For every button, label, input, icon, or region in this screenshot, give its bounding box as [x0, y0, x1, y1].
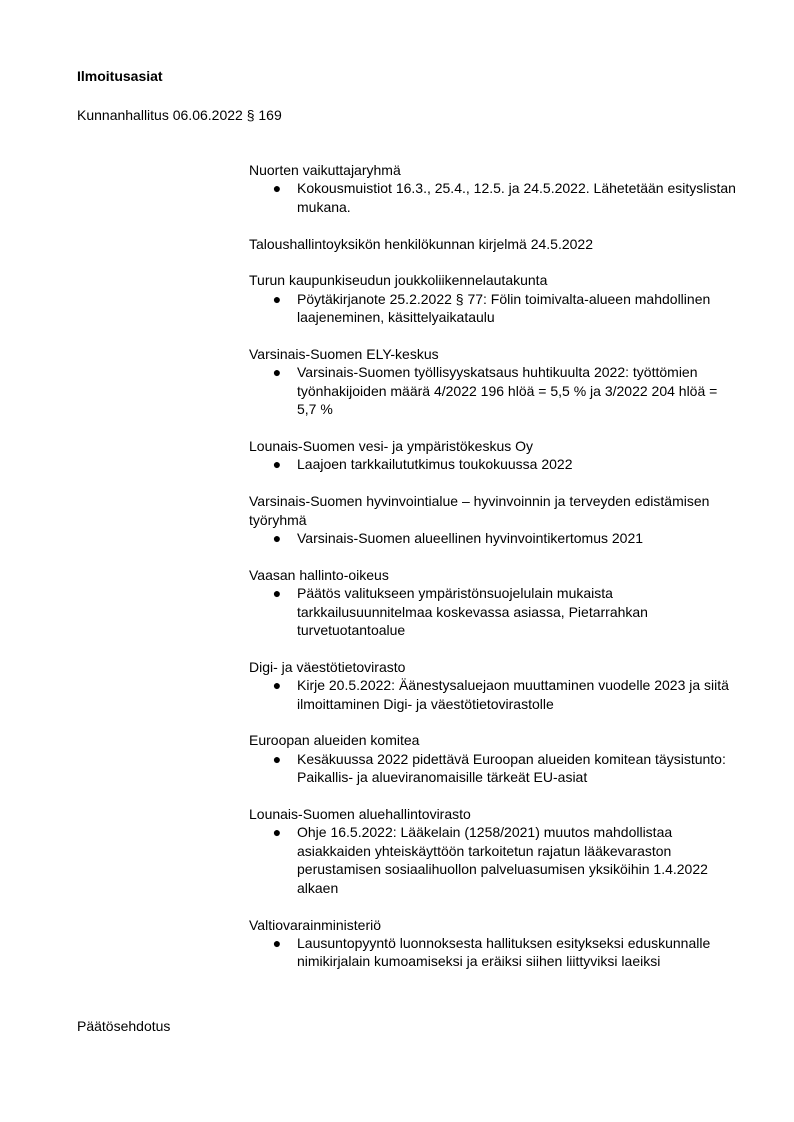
notice-sender: Varsinais-Suomen ELY-keskus [249, 346, 439, 363]
notice-sender: Lounais-Suomen vesi- ja ympäristökeskus Oy [249, 438, 534, 455]
meeting-reference: Kunnanhallitus 06.06.2022 § 169 [77, 107, 282, 123]
item-text: Lausuntopyyntö luonnoksesta hallituksen esitykseksi eduskunnalle nimikirjalain kumoamiseksi ja eräiksi siihen liittyviksi laeiksi [297, 934, 711, 970]
list-item [249, 750, 739, 787]
item-text: Varsinais-Suomen alueellinen hyvinvointikertomus 2021 [297, 530, 644, 547]
list-item [249, 584, 739, 639]
list-item [249, 455, 739, 473]
notice-items [249, 934, 739, 971]
notice-items [249, 363, 739, 418]
notice-list [249, 161, 739, 989]
item-text: Kokousmuistiot 16.3., 25.4., 12.5. ja 24.5.2022. Lähetetään esityslistan mukana. [297, 180, 736, 215]
notice-block [249, 566, 739, 640]
notice-sender: Turun kaupunkiseudun joukkoliikennelautakunta [249, 272, 548, 289]
list-item [249, 676, 739, 713]
notice-block [249, 161, 739, 216]
notice-sender: Nuorten vaikuttajaryhmä [249, 162, 401, 178]
bullet-icon: ● [272, 530, 282, 547]
item-text: Ohje 16.5.2022: Lääkelain (1258/2021) muutos mahdollistaa asiakkaiden yhteiskäyttöön tarkoitetun rajatun lääkevaraston perustamisen sosiaalihuollon palveluasumisen yksiköihin 1.4.2022 alkaen [297, 824, 708, 896]
bullet-icon: ● [272, 934, 282, 951]
notice-block [249, 731, 739, 786]
bullet-icon: ● [272, 824, 282, 841]
notice-items [249, 455, 739, 473]
list-item [249, 179, 739, 216]
notice-sender: Taloushallintoyksikön henkilökunnan kirjelmä 24.5.2022 [249, 235, 593, 252]
list-item [249, 290, 739, 327]
notice-block [249, 235, 739, 253]
notice-items [249, 584, 739, 639]
bullet-icon: ● [272, 180, 282, 197]
notice-sender: Valtiovarainministeriö [249, 916, 382, 933]
notice-block [249, 916, 739, 971]
notice-items [249, 750, 739, 787]
notice-block [249, 437, 739, 474]
notice-block [249, 271, 739, 326]
notice-sender: Digi- ja väestötietovirasto [249, 658, 406, 675]
list-item [249, 934, 739, 971]
list-item [249, 363, 739, 418]
item-text: Pöytäkirjanote 25.2.2022 § 77: Fölin toimivalta-alueen mahdollinen laajeneminen, käsittelyaikataulu [297, 290, 711, 326]
notice-block [249, 805, 739, 897]
bullet-icon: ● [272, 456, 282, 473]
item-text: Laajoen tarkkailututkimus toukokuussa 2022 [297, 456, 573, 473]
page-title: Ilmoitusasiat [77, 68, 163, 84]
bullet-icon: ● [272, 585, 282, 602]
notice-items [249, 529, 739, 547]
list-item [249, 529, 739, 547]
notice-sender: Vaasan hallinto-oikeus [249, 566, 389, 583]
bullet-icon: ● [272, 290, 282, 307]
notice-sender: Euroopan alueiden komitea [249, 732, 420, 749]
notice-items [249, 823, 739, 897]
notice-sender: Lounais-Suomen aluehallintovirasto [249, 806, 471, 823]
item-text: Kirje 20.5.2022: Äänestysaluejaon muuttaminen vuodelle 2023 ja siitä ilmoittaminen Digi- ja väestötietovirastolle [297, 677, 729, 712]
item-text: Varsinais-Suomen työllisyyskatsaus huhtikuulta 2022: työttömien työnhakijoiden määrä 4/2022 196 hlöä = 5,5 % ja 3/2022 204 hlöä = 5,7 % [297, 364, 718, 418]
bullet-icon: ● [272, 750, 282, 767]
bullet-icon: ● [272, 677, 282, 694]
item-text: Kesäkuussa 2022 pidettävä Euroopan alueiden komitean täysistunto: Paikallis- ja alueviranomaisille tärkeät EU-asiat [297, 750, 726, 786]
notice-block [249, 492, 739, 547]
notice-items [249, 179, 739, 216]
bullet-icon: ● [272, 364, 282, 381]
list-item [249, 823, 739, 897]
notice-items [249, 676, 739, 713]
notice-items [249, 290, 739, 327]
notice-block [249, 658, 739, 713]
decision-proposal-heading: Päätösehdotus [77, 1018, 171, 1034]
item-text: Päätös valitukseen ympäristönsuojelulain mukaista tarkkailusuunnitelmaa koskevassa asiassa, Pietarrahkan turvetuotantoalue [297, 585, 648, 639]
notice-sender: Varsinais-Suomen hyvinvointialue – hyvinvoinnin ja terveyden edistämisen työryhmä [249, 493, 710, 528]
notice-block [249, 345, 739, 419]
